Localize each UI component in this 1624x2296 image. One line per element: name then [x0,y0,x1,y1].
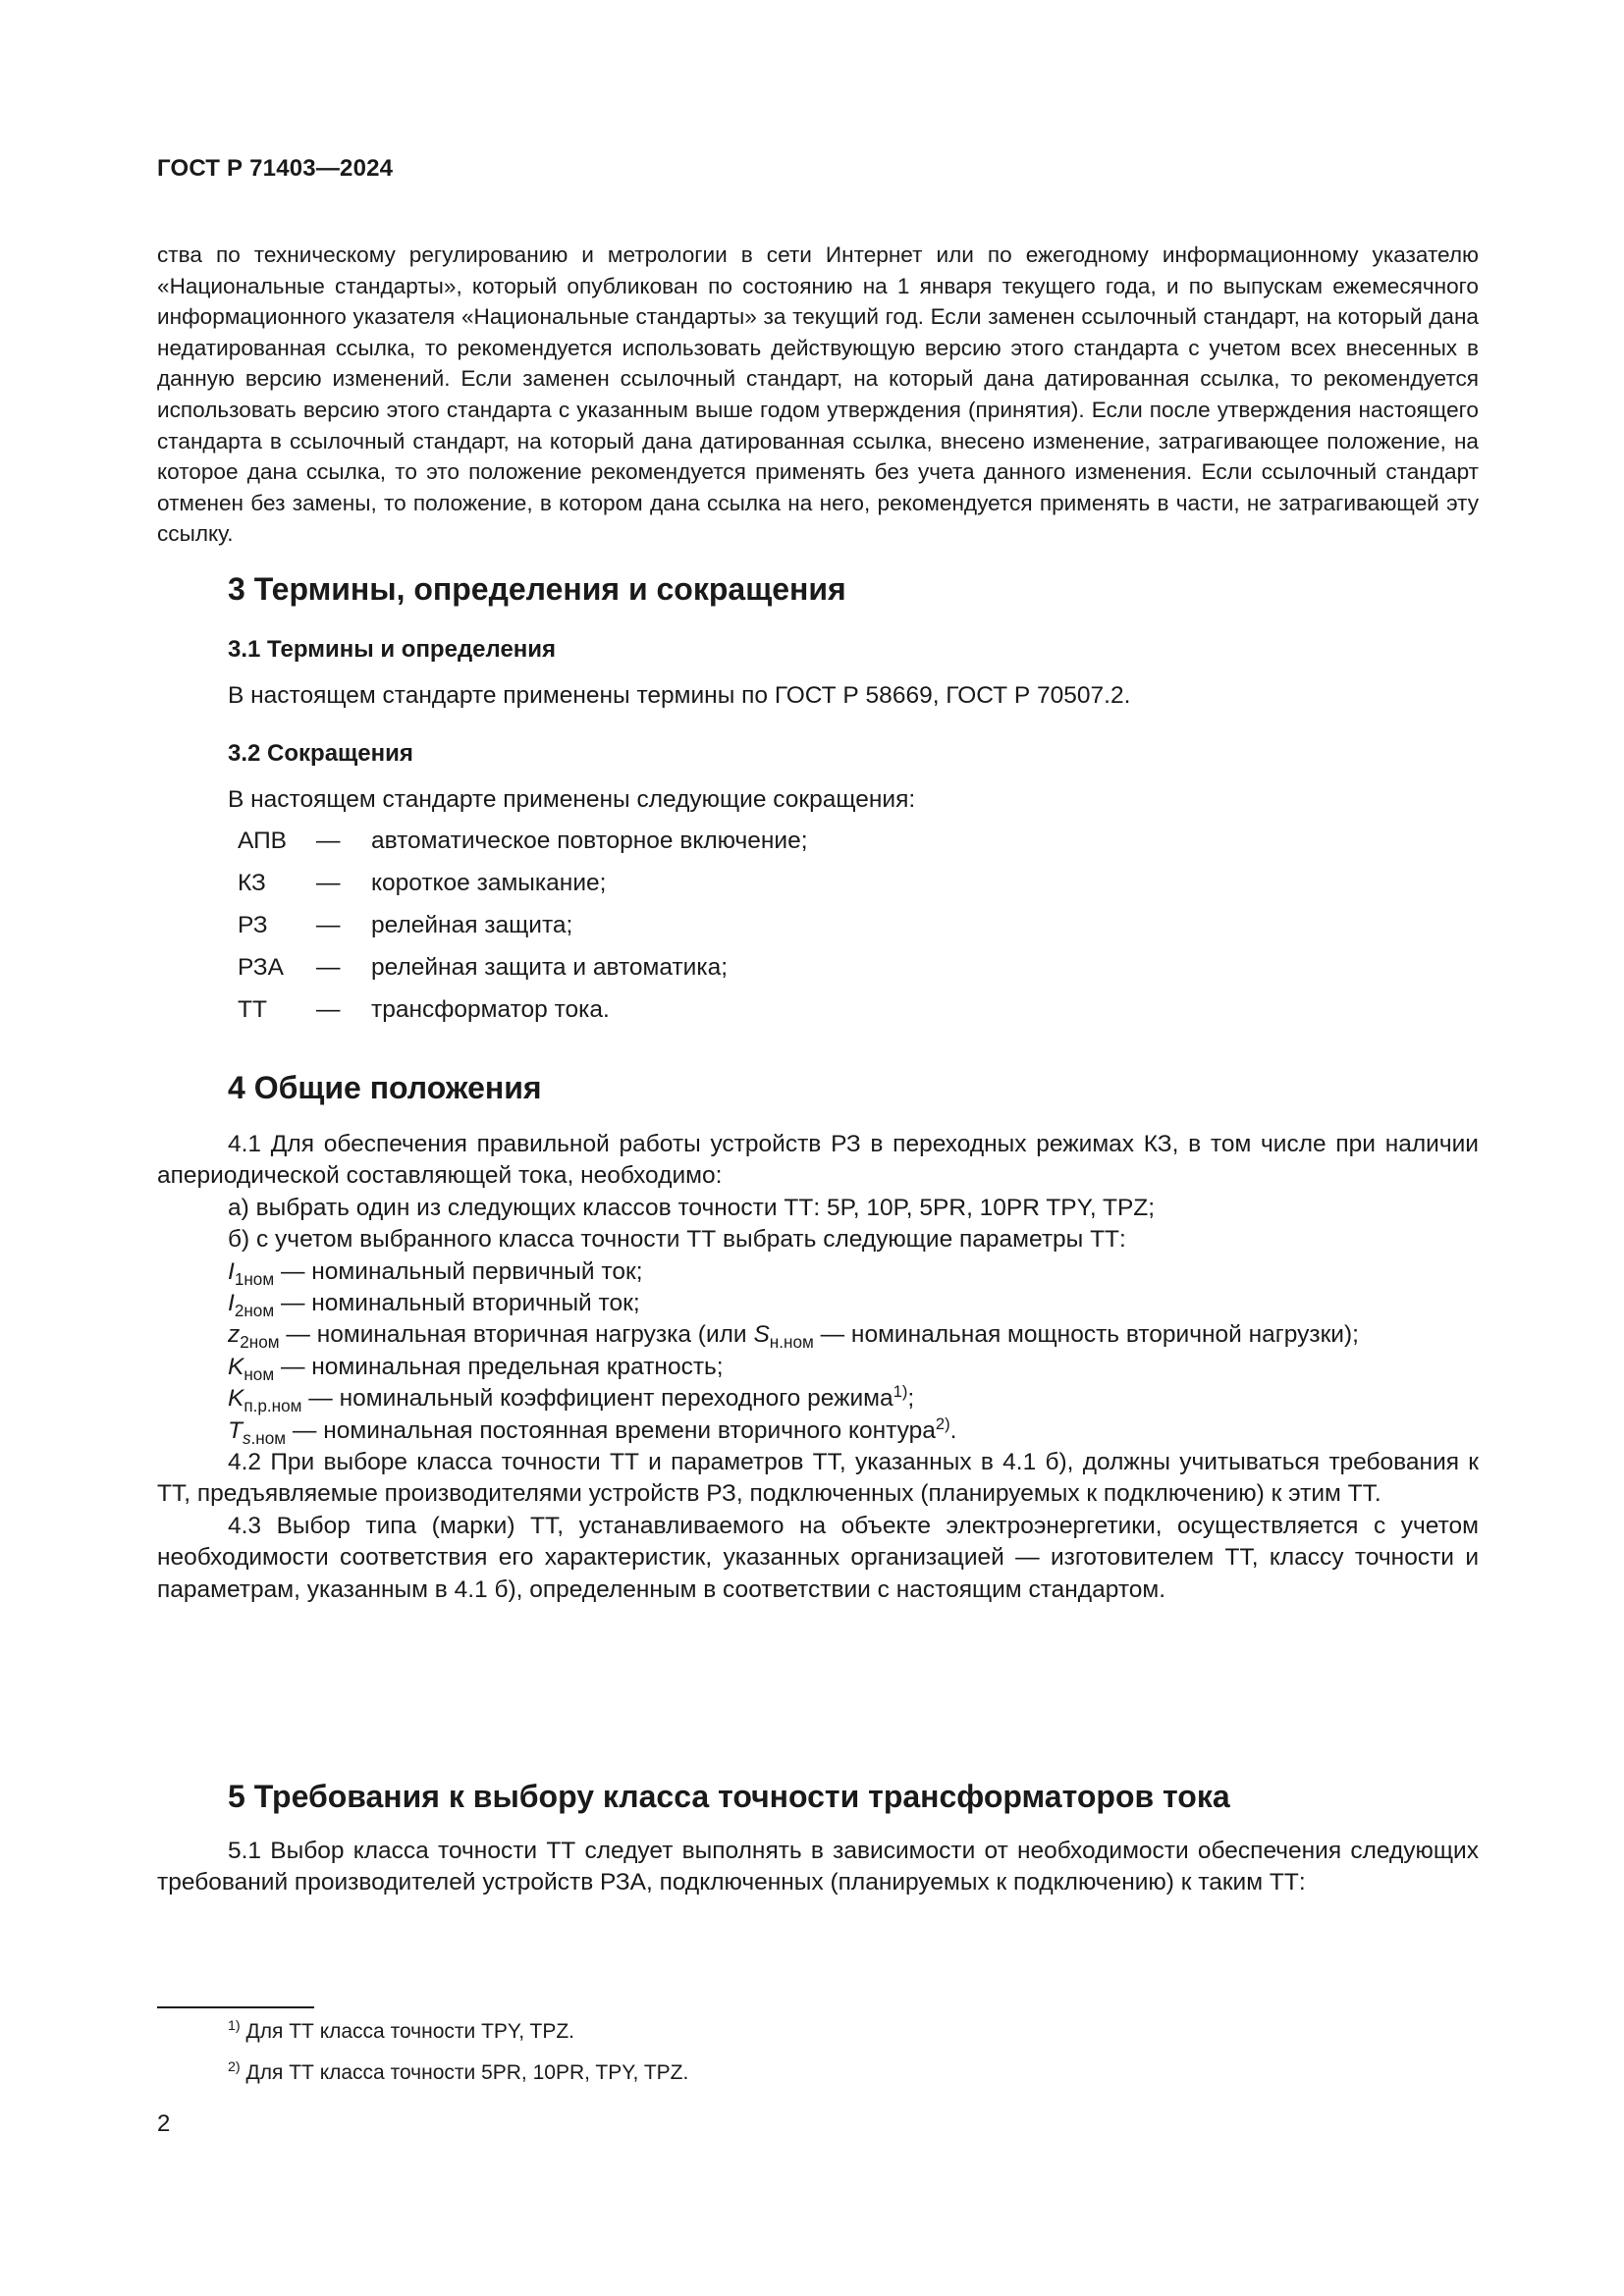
footnote-divider [157,2006,314,2008]
abbreviation-definition: релейная защита и автоматика; [371,954,729,981]
param-i2nom [157,1288,1479,1319]
intro-paragraph: ства по техническому регулированию и метрологии в сети Интернет или по ежегодному информационному указателю «Национальные стандарты», который опубликован по состоянию на 1 января текущего года, и по выпускам ежемесячного информационного указателя «Национальные стандарты» за текущий год. Если заменен ссылочный стандарт, на который дана недатированная ссылка, то рекомендуется использовать действующую версию этого стандарта с учетом всех внесенных в данную версию изменений. Если заменен ссылочный стандарт, на который дана датированная ссылка, то рекомендуется использовать версию этого стандарта с указанным выше годом утверждения (принятия). Если после утверждения настоящего стандарта в ссылочный стандарт, на который дана датированная ссылка, внесено изменение, затрагивающее положение, на которое дана ссылка, то это положение рекомендуется применять без учета данного изменения. Если ссылочный стандарт отменен без замены, то положение, в котором дана ссылка на него, рекомендуется применять в части, не затрагивающей эту ссылку. [157,242,1479,547]
abbreviation-term: ТТ [238,996,267,1023]
abbreviation-dash: — [316,954,341,981]
abbreviation-dash: — [316,828,341,854]
param-description: — номинальная вторичная нагрузка (или [279,1321,754,1349]
section-3-title: 3 Термины, определения и сокращения [228,571,846,607]
page-number: 2 [157,2110,171,2137]
abbreviation-term: АПВ [238,828,288,854]
abbreviation-definition: релейная защита; [371,912,573,938]
subsection-3-1-title: 3.1 Термины и определения [228,636,557,663]
param-subscript [243,1428,286,1448]
abbreviation-term: РЗ [238,912,268,938]
footnote-reference: 2) [935,1414,950,1433]
param-subscript: п.р.ном [244,1396,302,1416]
clause-4-3: 4.3 Выбор типа (марки) ТТ, устанавливаемого на объекте электроэнергетики, осуществляется с учетом необходимости соответствия его характеристик, указанных организацией — изготовителем ТТ, классу точности и параметрам, указанным в 4.1 б), определенным в соответствии с настоящим стандартом. [157,1512,1479,1603]
param-knom [157,1352,1479,1383]
subsection-3-1-text: В настоящем стандарте применены термины по ГОСТ Р 58669, ГОСТ Р 70507.2. [228,682,1131,709]
section-4-title: 4 Общие положения [228,1070,542,1105]
param-subscript: ном [244,1363,275,1384]
param-subscript-rest: .ном [250,1427,287,1448]
clause-4-2: 4.2 При выборе класса точности ТТ и параметров ТТ, указанных в 4.1 б), должны учитываться требования к ТТ, предъявляемые производителями устройств РЗ, подключенных (планируемых к подключению) к этим ТТ. [157,1449,1479,1508]
clause-4-1-item-a: а) выбрать один из следующих классов точности ТТ: 5P, 10P, 5PR, 10PR TPY, TPZ; [228,1194,1156,1221]
param-tsnom [157,1415,1479,1447]
param-i1nom [157,1256,1479,1288]
param-subscript: 1ном [234,1268,275,1289]
param-z2nom [157,1319,1479,1351]
footnote-1 [228,2018,574,2046]
param-description: — номинальная мощность вторичной нагрузки); [813,1321,1359,1349]
param-symbol: T [228,1416,243,1444]
subsection-3-2-text: В настоящем стандарте применены следующие сокращения: [228,786,916,813]
abbreviation-definition: короткое замыкание; [371,870,607,896]
param-subscript: 2ном [240,1332,280,1353]
document-code-header: ГОСТ Р 71403—2024 [157,155,394,182]
param-punctuation: . [949,1416,957,1444]
param-description: — номинальный коэффициент переходного режима [301,1385,893,1413]
param-description: — номинальная предельная кратность; [274,1353,724,1380]
param-description: — номинальный вторичный ток; [274,1290,640,1317]
param-subscript: н.ном [769,1332,814,1353]
param-description: — номинальная постоянная времени вторичного контура [286,1416,936,1444]
param-subscript-italic: s [242,1427,251,1448]
clause-4-1: 4.1 Для обеспечения правильной работы устройств РЗ в переходных режимах КЗ, в том числе при наличии апериодической составляющей тока, необходимо: [157,1131,1479,1190]
param-symbol: K [228,1353,244,1380]
subsection-3-2-title: 3.2 Сокращения [228,740,413,767]
section-5-title: 5 Требования к выбору класса точности трансформаторов тока [228,1779,1230,1814]
abbreviation-dash: — [316,996,341,1023]
param-symbol: K [228,1385,244,1413]
param-symbol: z [228,1321,241,1349]
footnote-reference: 1) [893,1382,908,1402]
clause-4-1-item-b: б) с учетом выбранного класса точности ТТ выбрать следующие параметры ТТ: [228,1226,1126,1254]
footnote-text: Для ТТ класса точности TPY, TPZ. [240,2020,574,2043]
clause-5-1: 5.1 Выбор класса точности ТТ следует выполнять в зависимости от необходимости обеспечения следующих требований производителей устройств РЗА, подключенных (планируемых к подключению) к таким ТТ: [157,1838,1479,1896]
footnote-text: Для ТТ класса точности 5PR, 10PR, TPY, TPZ. [240,2061,689,2084]
abbreviation-dash: — [316,912,341,938]
param-symbol: I [228,1290,235,1317]
abbreviation-definition: трансформатор тока. [371,996,610,1023]
footnote-mark: 2) [228,2059,241,2076]
param-subscript: 2ном [234,1301,275,1321]
param-symbol: S [753,1321,770,1349]
abbreviation-definition: автоматическое повторное включение; [371,828,808,854]
footnote-2 [228,2059,688,2087]
abbreviation-dash: — [316,870,341,896]
footnote-mark: 1) [228,2018,241,2035]
param-description: — номинальный первичный ток; [274,1257,643,1285]
param-punctuation: ; [907,1385,915,1413]
section-4-body [157,1129,1479,1606]
section-5-body [157,1836,1479,1899]
param-kprnom [157,1383,1479,1415]
param-symbol: I [228,1257,235,1285]
abbreviation-term: РЗА [238,954,284,981]
abbreviation-term: КЗ [238,870,266,896]
